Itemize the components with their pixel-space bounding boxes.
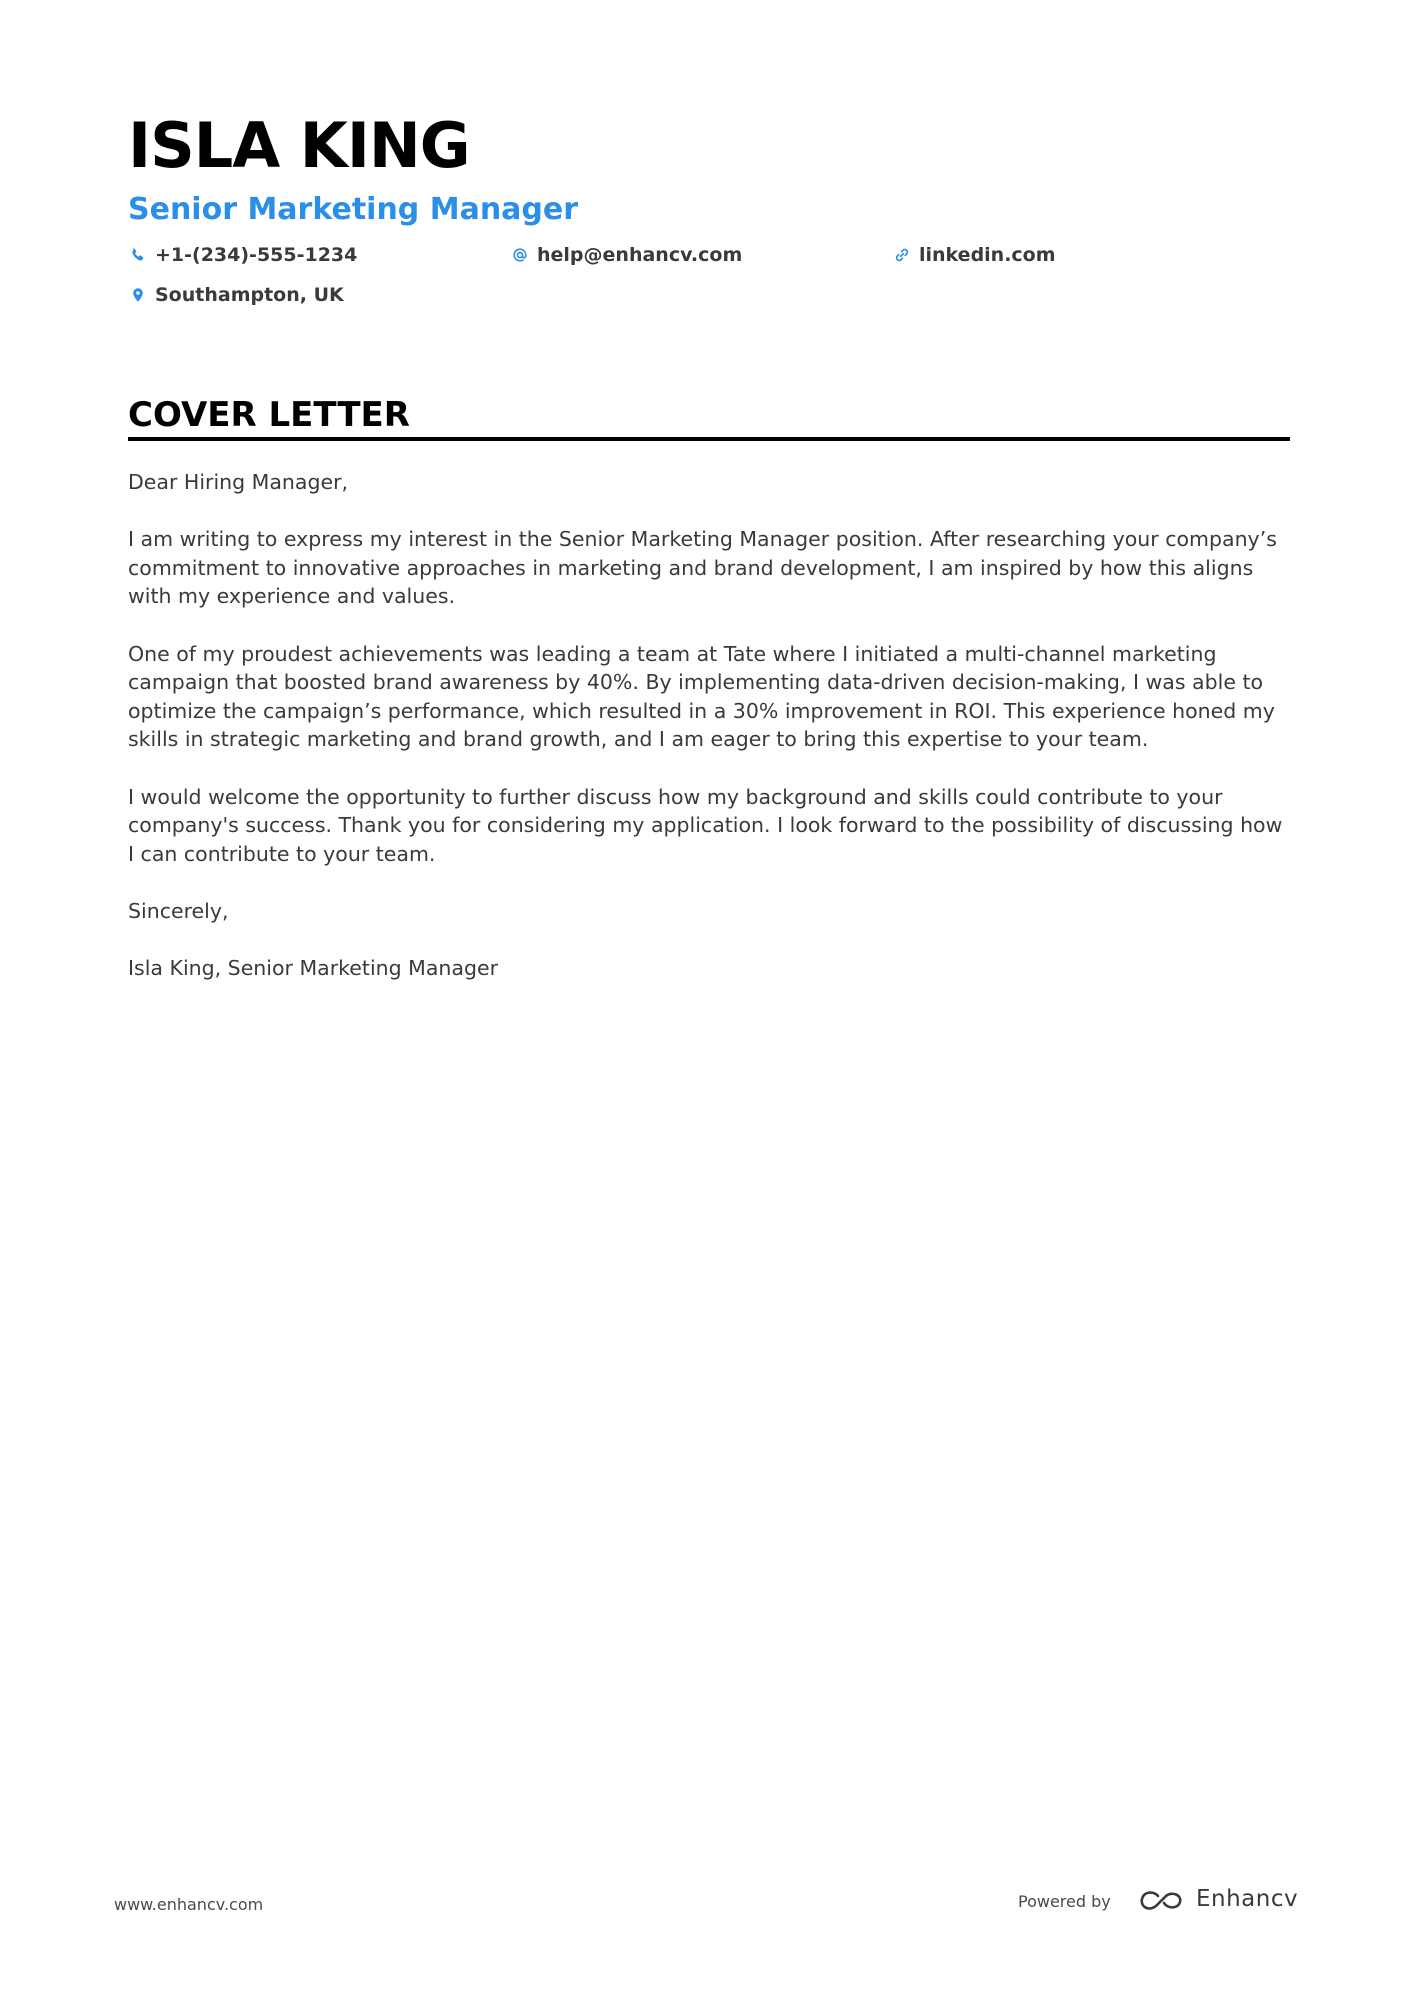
enhancv-logo-icon	[1138, 1887, 1186, 1917]
phone-icon	[128, 245, 148, 265]
contact-location	[128, 280, 344, 310]
candidate-name: ISLA KING	[128, 109, 470, 182]
email-text: help@enhancv.com	[537, 244, 743, 266]
letter-signature: Isla King, Senior Marketing Manager	[128, 956, 499, 981]
contact-phone[interactable]	[128, 240, 357, 270]
powered-by-label: Powered by	[1018, 1892, 1111, 1911]
link-text: linkedin.com	[919, 244, 1056, 266]
location-pin-icon	[128, 285, 148, 305]
letter-paragraph: One of my proudest achievements was leading a team at Tate where I initiated a multi-channel marketing campaign that boosted brand awareness by 40%. By implementing data-driven decision-making, I was able to optimize the campaign’s performance, which resulted in a 30% improvement in ROI. This experience honed my skills in strategic marketing and brand growth, and I am eager to bring this expertise to your team.	[128, 641, 1275, 752]
location-text: Southampton, UK	[155, 284, 344, 306]
contact-link[interactable]	[892, 240, 1056, 270]
letter-paragraph: I would welcome the opportunity to further discuss how my background and skills could contribute to your company's success. Thank you for considering my application. I look forward to the possibility of discussing how I can contribute to your team.	[128, 784, 1283, 866]
footer-url[interactable]: www.enhancv.com	[114, 1895, 264, 1914]
phone-text: +1-(234)-555-1234	[155, 244, 358, 266]
letter-paragraph: I am writing to express my interest in the Senior Marketing Manager position. After researching your company’s commitment to innovative approaches in marketing and brand development, I am inspired by how this aligns with my experience and values.	[128, 527, 1277, 609]
section-divider	[128, 437, 1290, 441]
letter-greeting: Dear Hiring Manager,	[128, 470, 349, 494]
letter-body	[128, 468, 1290, 1011]
contact-email[interactable]	[510, 240, 742, 270]
section-title: COVER LETTER	[128, 395, 410, 435]
candidate-role: Senior Marketing Manager	[128, 192, 579, 227]
at-icon	[510, 245, 530, 265]
letter-closing: Sincerely,	[128, 898, 229, 923]
link-icon	[892, 245, 912, 265]
brand-name: Enhancv	[1196, 1886, 1299, 1912]
